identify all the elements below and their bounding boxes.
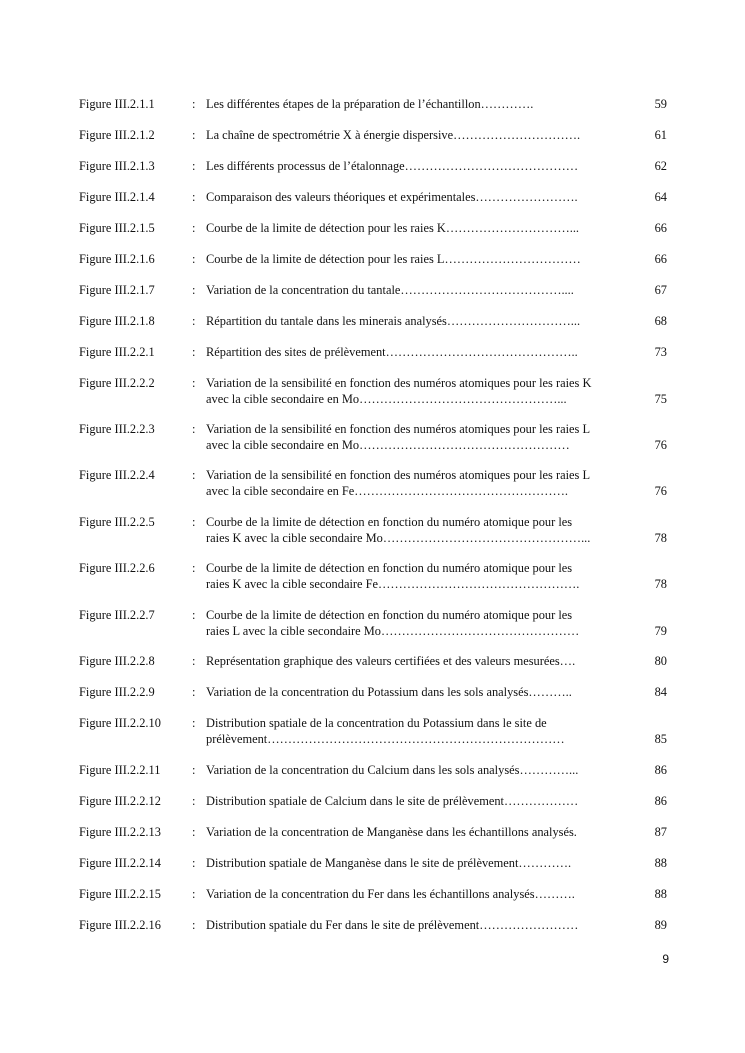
figure-label: Figure III.2.1.6 [79, 252, 155, 266]
figure-title [206, 715, 644, 747]
page-reference: 88 [654, 887, 667, 901]
figure-title [206, 127, 644, 143]
figure-label: Figure III.2.2.2 [79, 376, 155, 390]
separator-colon: : [192, 190, 196, 204]
figure-label: Figure III.2.2.8 [79, 654, 155, 668]
figure-title [206, 855, 644, 871]
page-reference: 87 [654, 825, 667, 839]
figure-label: Figure III.2.2.9 [79, 685, 155, 699]
page-reference: 84 [654, 685, 667, 699]
separator-colon: : [192, 128, 196, 142]
separator-colon: : [192, 887, 196, 901]
figure-label: Figure III.2.2.15 [79, 887, 161, 901]
figure-title [206, 467, 644, 499]
figure-title-line: Les différentes étapes de la préparation de l’échantillon…………. [206, 97, 534, 111]
page-reference: 79 [654, 624, 667, 638]
page-reference: 86 [654, 763, 667, 777]
separator-colon: : [192, 252, 196, 266]
separator-colon: : [192, 716, 196, 730]
figure-title [206, 607, 644, 639]
page-number: 9 [662, 952, 669, 966]
figure-label: Figure III.2.2.6 [79, 561, 155, 575]
figure-label: Figure III.2.1.2 [79, 128, 155, 142]
page-reference: 80 [654, 654, 667, 668]
figure-label: Figure III.2.1.3 [79, 159, 155, 173]
separator-colon: : [192, 685, 196, 699]
figure-title-line: Courbe de la limite de détection pour les raies L…………………………… [206, 252, 581, 266]
page-reference: 66 [654, 252, 667, 266]
figure-title [206, 220, 644, 236]
separator-colon: : [192, 345, 196, 359]
figure-title-line: Les différents processus de l’étalonnage…………………………………… [206, 159, 579, 173]
page-reference: 64 [654, 190, 667, 204]
figure-title-line: Distribution spatiale de Calcium dans le site de prélèvement……………… [206, 794, 579, 808]
figure-label: Figure III.2.2.5 [79, 515, 155, 529]
figure-title-line: Distribution spatiale de Manganèse dans le site de prélèvement…………. [206, 856, 572, 870]
separator-colon: : [192, 794, 196, 808]
figure-title-line: Courbe de la limite de détection pour les raies K…………………………... [206, 221, 580, 235]
figure-title [206, 560, 644, 592]
figure-title-line: Variation de la sensibilité en fonction des numéros atomiques pour les raies K [206, 376, 592, 390]
separator-colon: : [192, 654, 196, 668]
figure-title [206, 886, 644, 902]
figure-title-line: Distribution spatiale du Fer dans le site de prélèvement…………………… [206, 918, 579, 932]
figure-title-line: avec la cible secondaire en Mo…………………………………………... [206, 392, 567, 406]
separator-colon: : [192, 314, 196, 328]
separator-colon: : [192, 825, 196, 839]
figure-title [206, 824, 644, 840]
figure-label: Figure III.2.1.7 [79, 283, 155, 297]
figure-label: Figure III.2.2.16 [79, 918, 161, 932]
figure-title-line: raies K avec la cible secondaire Mo…………………………………………... [206, 531, 591, 545]
figure-title-line: Répartition du tantale dans les minerais analysés…………………………... [206, 314, 581, 328]
figure-title-line: Comparaison des valeurs théoriques et expérimentales……………………. [206, 190, 578, 204]
figure-title-line: avec la cible secondaire en Fe……………………………………………. [206, 484, 569, 498]
figure-label: Figure III.2.1.8 [79, 314, 155, 328]
page-reference: 67 [654, 283, 667, 297]
page-reference: 66 [654, 221, 667, 235]
figure-title [206, 421, 644, 453]
page-reference: 76 [654, 484, 667, 498]
figure-title-line: Distribution spatiale de la concentration du Potassium dans le site de [206, 716, 547, 730]
figure-label: Figure III.2.2.1 [79, 345, 155, 359]
figure-title [206, 762, 644, 778]
figure-label: Figure III.2.2.11 [79, 763, 161, 777]
figure-title [206, 375, 644, 407]
page-reference: 61 [654, 128, 667, 142]
figure-label: Figure III.2.1.4 [79, 190, 155, 204]
figure-title-line: Courbe de la limite de détection en fonction du numéro atomique pour les [206, 561, 573, 575]
figure-title-line: Variation de la concentration de Manganèse dans les échantillons analysés. [206, 825, 577, 839]
figure-title-line: Variation de la sensibilité en fonction des numéros atomiques pour les raies L [206, 422, 591, 436]
figure-label: Figure III.2.2.4 [79, 468, 155, 482]
page-reference: 89 [654, 918, 667, 932]
figure-title-line: avec la cible secondaire en Mo…………………………………………… [206, 438, 570, 452]
figure-title [206, 514, 644, 546]
separator-colon: : [192, 763, 196, 777]
page-reference: 75 [654, 392, 667, 406]
page-reference: 78 [654, 531, 667, 545]
separator-colon: : [192, 159, 196, 173]
figure-title [206, 344, 644, 360]
page-reference: 78 [654, 577, 667, 591]
figure-label: Figure III.2.1.5 [79, 221, 155, 235]
page-reference: 86 [654, 794, 667, 808]
page-reference: 76 [654, 438, 667, 452]
separator-colon: : [192, 221, 196, 235]
figure-label: Figure III.2.2.14 [79, 856, 161, 870]
figure-title [206, 96, 644, 112]
figure-label: Figure III.2.1.1 [79, 97, 155, 111]
figure-title [206, 653, 644, 669]
figure-title [206, 251, 644, 267]
figure-label: Figure III.2.2.3 [79, 422, 155, 436]
figure-title-line: Variation de la concentration du Potassium dans les sols analysés……….. [206, 685, 572, 699]
figure-title-line: Représentation graphique des valeurs certifiées et des valeurs mesurées…. [206, 654, 576, 668]
figure-title [206, 793, 644, 809]
figure-title-line: raies K avec la cible secondaire Fe…………………………………………. [206, 577, 580, 591]
separator-colon: : [192, 918, 196, 932]
figure-title-line: Variation de la concentration du Fer dans les échantillons analysés………. [206, 887, 575, 901]
figure-title [206, 189, 644, 205]
figure-title-line: La chaîne de spectrométrie X à énergie dispersive…………………………. [206, 128, 581, 142]
figure-title [206, 917, 644, 933]
page-reference: 85 [654, 732, 667, 746]
figure-label: Figure III.2.2.12 [79, 794, 161, 808]
figure-title [206, 313, 644, 329]
figure-label: Figure III.2.2.13 [79, 825, 161, 839]
figure-title-line: Courbe de la limite de détection en fonction du numéro atomique pour les [206, 608, 573, 622]
page-reference: 88 [654, 856, 667, 870]
figure-title-line: raies L avec la cible secondaire Mo………………………………………… [206, 624, 580, 638]
separator-colon: : [192, 422, 196, 436]
figure-title-line: Courbe de la limite de détection en fonction du numéro atomique pour les [206, 515, 573, 529]
figure-title-line: Variation de la concentration du Calcium dans les sols analysés…………... [206, 763, 579, 777]
separator-colon: : [192, 283, 196, 297]
figure-title-line: prélèvement……………………………………………………………… [206, 732, 565, 746]
figure-title [206, 282, 644, 298]
figure-label: Figure III.2.2.7 [79, 608, 155, 622]
page-reference: 73 [654, 345, 667, 359]
page-reference: 62 [654, 159, 667, 173]
page-reference: 59 [654, 97, 667, 111]
figure-title [206, 684, 644, 700]
separator-colon: : [192, 561, 196, 575]
separator-colon: : [192, 468, 196, 482]
separator-colon: : [192, 608, 196, 622]
figure-title-line: Répartition des sites de prélèvement……………………………………….. [206, 345, 578, 359]
page-reference: 68 [654, 314, 667, 328]
separator-colon: : [192, 376, 196, 390]
separator-colon: : [192, 515, 196, 529]
figure-title [206, 158, 644, 174]
figure-label: Figure III.2.2.10 [79, 716, 161, 730]
separator-colon: : [192, 97, 196, 111]
separator-colon: : [192, 856, 196, 870]
figure-title-line: Variation de la sensibilité en fonction des numéros atomiques pour les raies L [206, 468, 591, 482]
figure-title-line: Variation de la concentration du tantale………………………………….... [206, 283, 574, 297]
